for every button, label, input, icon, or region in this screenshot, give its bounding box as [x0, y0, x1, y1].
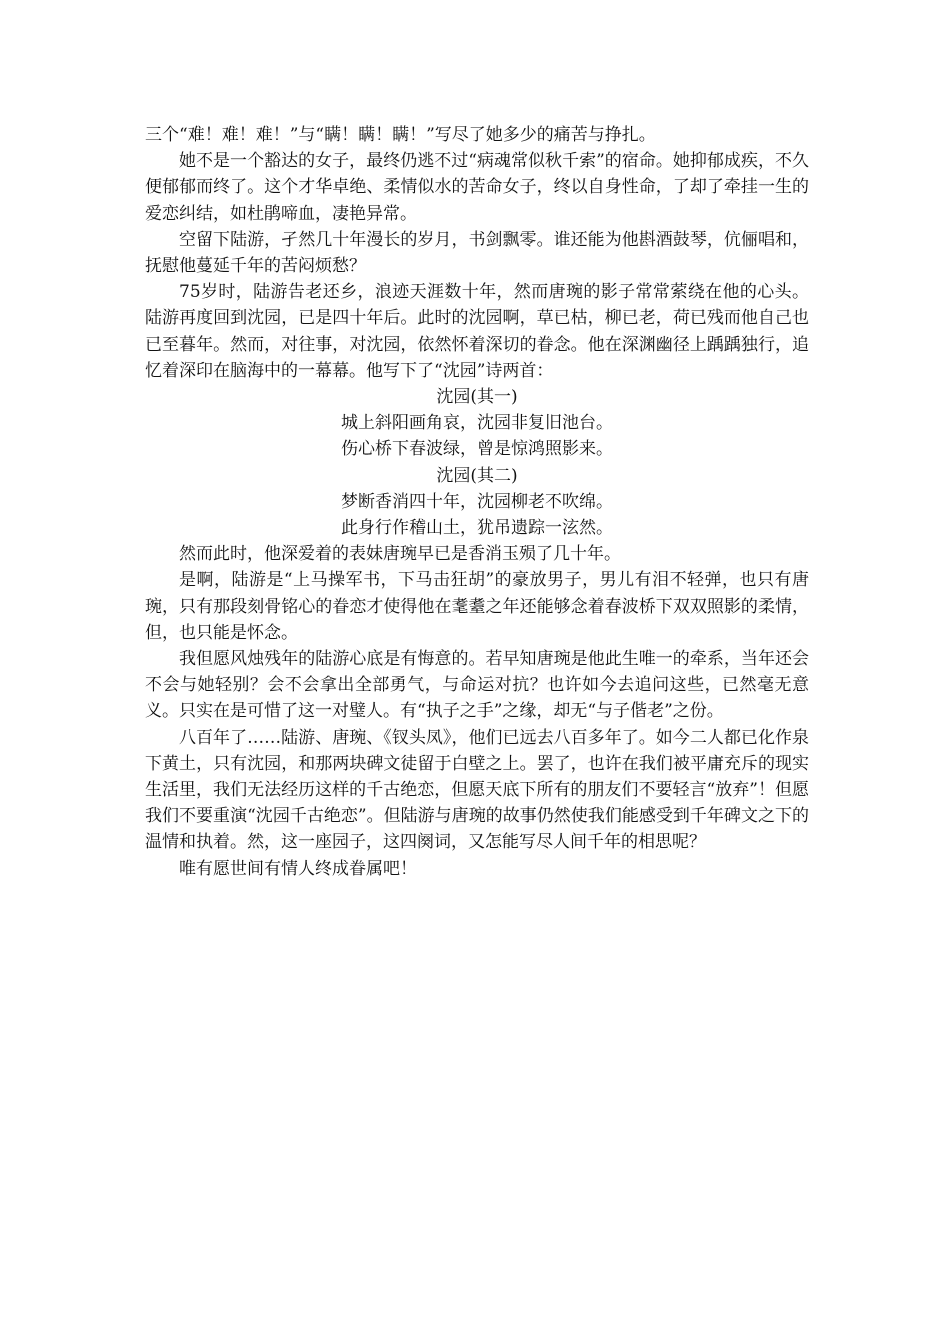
paragraph: 唯有愿世间有情人终成眷属吧！ [179, 858, 417, 879]
poem-line: 此身行作稽山土，犹吊遗踪一泫然。 [341, 518, 613, 539]
paragraph: 三个“难！难！难！”与“瞒！瞒！瞒！”写尽了她多少的痛苦与挣扎。 [145, 125, 656, 145]
paragraph: 75岁时，陆游告老还乡，浪迹天涯数十年，然而唐琬的影子常常萦绕在他的心头。陆游再度回到沈园，已是四十年后。此时的沈园啊，草已枯，柳已老，荷已残而他自己也已至暮年。然而，对往事，对沈园，依然怀着深切的眷念。他在深渊幽径上踽踽独行，追忆着深印在脑海中的一幕幕。他写下了“沈园”诗两首： [145, 282, 809, 381]
paragraph: 她不是一个豁达的女子，最终仍逃不过“病魂常似秋千索”的宿命。她抑郁成疾，不久便郁郁而终了。这个才华卓绝、柔情似水的苦命女子，终以自身性命，了却了牵挂一生的爱恋纠结，如杜鹃啼血，凄艳异常。 [145, 151, 809, 224]
paragraph: 空留下陆游，孑然几十年漫长的岁月，书剑飘零。谁还能为他斟酒鼓琴，伉俪唱和，抚慰他蔓延千年的苦闷烦愁？ [145, 229, 809, 277]
poem-title: 沈园(其一) [436, 387, 518, 408]
paragraph: 八百年了……陆游、唐琬、《钗头凤》，他们已远去八百多年了。如今二人都已化作泉下黄土，只有沈园，和那两块碑文徒留于白壁之上。罢了，也许在我们被平庸充斥的现实生活里，我们无法经历这样的千古绝恋，但愿天底下所有的朋友们不要轻言“放弃”！但愿我们不要重演“沈园千古绝恋”。但陆游与唐琬的故事仍然使我们能感受到千年碑文之下的温情和执着。然，这一座园子，这四阕词，又怎能写尽人间千年的相思呢？ [145, 727, 809, 853]
paragraph: 是啊，陆游是“上马操军书，下马击狂胡”的豪放男子，男儿有泪不轻弹，也只有唐琬，只有那段刻骨铭心的眷恋才使得他在耄耋之年还能够念着春波桥下双双照影的柔情，但，也只能是怀念。 [145, 570, 809, 643]
poem-title: 沈园(其二) [436, 465, 518, 486]
poem-line: 城上斜阳画角哀，沈园非复旧池台。 [341, 413, 613, 434]
poem-line: 梦断香消四十年，沈园柳老不吹绵。 [341, 491, 613, 512]
poem-line: 伤心桥下春波绿，曾是惊鸿照影来。 [341, 439, 613, 460]
document-page [145, 122, 809, 882]
paragraph: 我但愿风烛残年的陆游心底是有悔意的。若早知唐琬是他此生唯一的牵系，当年还会不会与她轻别？会不会拿出全部勇气，与命运对抗？也许如今去追问这些，已然毫无意义。只实在是可惜了这一对璧人。有“执子之手”之缘，却无“与子偕老”之份。 [145, 649, 809, 722]
poem-block [145, 384, 809, 541]
paragraph: 然而此时，他深爱着的表妹唐琬早已是香消玉殒了几十年。 [179, 544, 621, 565]
